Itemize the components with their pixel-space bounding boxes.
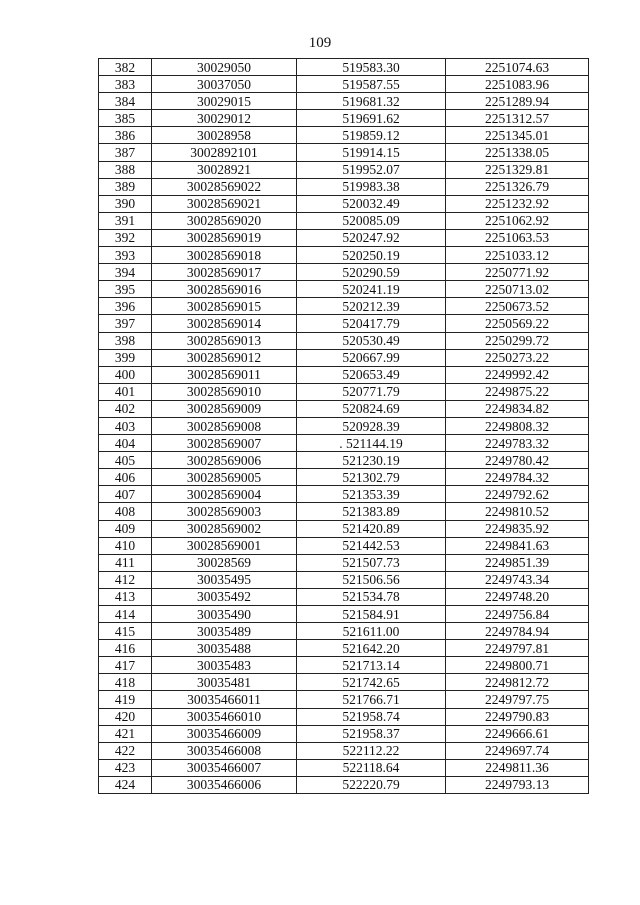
row-number-cell: 424	[99, 776, 152, 793]
row-number-cell: 405	[99, 452, 152, 469]
x-coordinate-cell: 520824.69	[297, 400, 446, 417]
row-number-cell: 396	[99, 298, 152, 315]
y-coordinate-cell: 2249756.84	[446, 606, 589, 623]
table-body	[99, 59, 589, 794]
point-id-cell: 30028569005	[152, 469, 297, 486]
table-row	[99, 435, 589, 452]
table-row	[99, 315, 589, 332]
x-coordinate-cell: 520212.39	[297, 298, 446, 315]
y-coordinate-cell: 2251074.63	[446, 59, 589, 76]
point-id-cell: 30028569014	[152, 315, 297, 332]
row-number-cell: 403	[99, 417, 152, 434]
y-coordinate-cell: 2249790.83	[446, 708, 589, 725]
y-coordinate-cell: 2251062.92	[446, 212, 589, 229]
table-row	[99, 691, 589, 708]
x-coordinate-cell: 522112.22	[297, 742, 446, 759]
table-row	[99, 400, 589, 417]
x-coordinate-cell: 521302.79	[297, 469, 446, 486]
x-coordinate-cell: 519952.07	[297, 161, 446, 178]
x-coordinate-cell: 521383.89	[297, 503, 446, 520]
row-number-cell: 418	[99, 674, 152, 691]
point-id-cell: 30035466011	[152, 691, 297, 708]
y-coordinate-cell: 2249784.32	[446, 469, 589, 486]
x-coordinate-cell: 520530.49	[297, 332, 446, 349]
row-number-cell: 404	[99, 435, 152, 452]
point-id-cell: 30035466008	[152, 742, 297, 759]
point-id-cell: 30035466006	[152, 776, 297, 793]
y-coordinate-cell: 2251083.96	[446, 76, 589, 93]
row-number-cell: 407	[99, 486, 152, 503]
table-row	[99, 776, 589, 793]
x-coordinate-cell: 521713.14	[297, 657, 446, 674]
x-coordinate-cell: 521506.56	[297, 571, 446, 588]
point-id-cell: 30028569019	[152, 229, 297, 246]
y-coordinate-cell: 2250569.22	[446, 315, 589, 332]
row-number-cell: 419	[99, 691, 152, 708]
x-coordinate-cell: 521442.53	[297, 537, 446, 554]
table-row	[99, 144, 589, 161]
point-id-cell: 30028569016	[152, 281, 297, 298]
table-row	[99, 486, 589, 503]
point-id-cell: 30028921	[152, 161, 297, 178]
row-number-cell: 417	[99, 657, 152, 674]
y-coordinate-cell: 2251312.57	[446, 110, 589, 127]
x-coordinate-cell: 521766.71	[297, 691, 446, 708]
point-id-cell: 30028569003	[152, 503, 297, 520]
point-id-cell: 30029050	[152, 59, 297, 76]
point-id-cell: 30035495	[152, 571, 297, 588]
table-row	[99, 742, 589, 759]
x-coordinate-cell: 520771.79	[297, 383, 446, 400]
point-id-cell: 30028958	[152, 127, 297, 144]
y-coordinate-cell: 2249808.32	[446, 417, 589, 434]
point-id-cell: 30028569001	[152, 537, 297, 554]
point-id-cell: 3002892101	[152, 144, 297, 161]
y-coordinate-cell: 2249793.13	[446, 776, 589, 793]
point-id-cell: 30029012	[152, 110, 297, 127]
table-row	[99, 332, 589, 349]
page-number: 109	[308, 35, 332, 51]
row-number-cell: 409	[99, 520, 152, 537]
row-number-cell: 402	[99, 400, 152, 417]
row-number-cell: 423	[99, 759, 152, 776]
row-number-cell: 400	[99, 366, 152, 383]
point-id-cell: 30035489	[152, 623, 297, 640]
row-number-cell: 408	[99, 503, 152, 520]
x-coordinate-cell: 519859.12	[297, 127, 446, 144]
row-number-cell: 384	[99, 93, 152, 110]
row-number-cell: 395	[99, 281, 152, 298]
y-coordinate-cell: 2249784.94	[446, 623, 589, 640]
point-id-cell: 30028569011	[152, 366, 297, 383]
x-coordinate-cell: 521534.78	[297, 588, 446, 605]
y-coordinate-cell: 2249780.42	[446, 452, 589, 469]
table-row	[99, 759, 589, 776]
table-row	[99, 623, 589, 640]
row-number-cell: 420	[99, 708, 152, 725]
table-row	[99, 110, 589, 127]
x-coordinate-cell: 520085.09	[297, 212, 446, 229]
y-coordinate-cell: 2250299.72	[446, 332, 589, 349]
row-number-cell: 389	[99, 178, 152, 195]
y-coordinate-cell: 2249851.39	[446, 554, 589, 571]
point-id-cell: 30028569012	[152, 349, 297, 366]
y-coordinate-cell: 2249783.32	[446, 435, 589, 452]
row-number-cell: 385	[99, 110, 152, 127]
x-coordinate-cell: 521230.19	[297, 452, 446, 469]
x-coordinate-cell: 519681.32	[297, 93, 446, 110]
point-id-cell: 30035488	[152, 640, 297, 657]
y-coordinate-cell: 2251338.05	[446, 144, 589, 161]
row-number-cell: 406	[99, 469, 152, 486]
point-id-cell: 30037050	[152, 76, 297, 93]
table-row	[99, 725, 589, 742]
y-coordinate-cell: 2250713.02	[446, 281, 589, 298]
table-row	[99, 554, 589, 571]
y-coordinate-cell: 2249697.74	[446, 742, 589, 759]
table-row	[99, 349, 589, 366]
table-row	[99, 537, 589, 554]
table-row	[99, 161, 589, 178]
y-coordinate-cell: 2250673.52	[446, 298, 589, 315]
point-id-cell: 30028569009	[152, 400, 297, 417]
table-row	[99, 195, 589, 212]
x-coordinate-cell: 521353.39	[297, 486, 446, 503]
y-coordinate-cell: 2249834.82	[446, 400, 589, 417]
point-id-cell: 30028569020	[152, 212, 297, 229]
point-id-cell: 30028569021	[152, 195, 297, 212]
point-id-cell: 30028569006	[152, 452, 297, 469]
table-row	[99, 674, 589, 691]
x-coordinate-cell: 520241.19	[297, 281, 446, 298]
row-number-cell: 412	[99, 571, 152, 588]
y-coordinate-cell: 2249797.75	[446, 691, 589, 708]
point-id-cell: 30028569013	[152, 332, 297, 349]
table-row	[99, 212, 589, 229]
table-row	[99, 520, 589, 537]
row-number-cell: 393	[99, 247, 152, 264]
table-row	[99, 127, 589, 144]
table-row	[99, 298, 589, 315]
x-coordinate-cell: 520928.39	[297, 417, 446, 434]
y-coordinate-cell: 2249992.42	[446, 366, 589, 383]
x-coordinate-cell: 522118.64	[297, 759, 446, 776]
point-id-cell: 30028569015	[152, 298, 297, 315]
row-number-cell: 388	[99, 161, 152, 178]
row-number-cell: 399	[99, 349, 152, 366]
y-coordinate-cell: 2249812.72	[446, 674, 589, 691]
table-row	[99, 366, 589, 383]
table-row	[99, 59, 589, 76]
table-row	[99, 657, 589, 674]
point-id-cell: 30028569018	[152, 247, 297, 264]
table-row	[99, 229, 589, 246]
row-number-cell: 391	[99, 212, 152, 229]
row-number-cell: 421	[99, 725, 152, 742]
y-coordinate-cell: 2251345.01	[446, 127, 589, 144]
x-coordinate-cell: . 521144.19	[297, 435, 446, 452]
y-coordinate-cell: 2249875.22	[446, 383, 589, 400]
y-coordinate-cell: 2251329.81	[446, 161, 589, 178]
point-id-cell: 30028569022	[152, 178, 297, 195]
table-row	[99, 503, 589, 520]
x-coordinate-cell: 521584.91	[297, 606, 446, 623]
point-id-cell: 30035483	[152, 657, 297, 674]
x-coordinate-cell: 519583.30	[297, 59, 446, 76]
x-coordinate-cell: 520032.49	[297, 195, 446, 212]
point-id-cell: 30035481	[152, 674, 297, 691]
table-row	[99, 178, 589, 195]
row-number-cell: 383	[99, 76, 152, 93]
table-row	[99, 640, 589, 657]
table-row	[99, 452, 589, 469]
row-number-cell: 390	[99, 195, 152, 212]
x-coordinate-cell: 520667.99	[297, 349, 446, 366]
x-coordinate-cell: 520290.59	[297, 264, 446, 281]
row-number-cell: 416	[99, 640, 152, 657]
y-coordinate-cell: 2249800.71	[446, 657, 589, 674]
point-id-cell: 30028569017	[152, 264, 297, 281]
table-row	[99, 93, 589, 110]
table-row	[99, 708, 589, 725]
y-coordinate-cell: 2249748.20	[446, 588, 589, 605]
x-coordinate-cell: 521742.65	[297, 674, 446, 691]
x-coordinate-cell: 520250.19	[297, 247, 446, 264]
y-coordinate-cell: 2249811.36	[446, 759, 589, 776]
point-id-cell: 30035490	[152, 606, 297, 623]
x-coordinate-cell: 521507.73	[297, 554, 446, 571]
table-row	[99, 417, 589, 434]
x-coordinate-cell: 520653.49	[297, 366, 446, 383]
table-row	[99, 281, 589, 298]
y-coordinate-cell: 2251063.53	[446, 229, 589, 246]
x-coordinate-cell: 519914.15	[297, 144, 446, 161]
table-row	[99, 588, 589, 605]
row-number-cell: 415	[99, 623, 152, 640]
row-number-cell: 386	[99, 127, 152, 144]
table-row	[99, 469, 589, 486]
point-id-cell: 30028569002	[152, 520, 297, 537]
row-number-cell: 413	[99, 588, 152, 605]
row-number-cell: 401	[99, 383, 152, 400]
x-coordinate-cell: 520417.79	[297, 315, 446, 332]
y-coordinate-cell: 2249810.52	[446, 503, 589, 520]
y-coordinate-cell: 2249743.34	[446, 571, 589, 588]
point-id-cell: 30028569010	[152, 383, 297, 400]
x-coordinate-cell: 521958.74	[297, 708, 446, 725]
x-coordinate-cell: 519983.38	[297, 178, 446, 195]
table-row	[99, 264, 589, 281]
x-coordinate-cell: 521642.20	[297, 640, 446, 657]
y-coordinate-cell: 2249835.92	[446, 520, 589, 537]
point-id-cell: 30035466007	[152, 759, 297, 776]
y-coordinate-cell: 2250273.22	[446, 349, 589, 366]
row-number-cell: 410	[99, 537, 152, 554]
table-row	[99, 571, 589, 588]
row-number-cell: 411	[99, 554, 152, 571]
table-row	[99, 247, 589, 264]
point-id-cell: 30029015	[152, 93, 297, 110]
y-coordinate-cell: 2251033.12	[446, 247, 589, 264]
x-coordinate-cell: 521611.00	[297, 623, 446, 640]
y-coordinate-cell: 2251289.94	[446, 93, 589, 110]
table-row	[99, 383, 589, 400]
y-coordinate-cell: 2251232.92	[446, 195, 589, 212]
table-row	[99, 606, 589, 623]
row-number-cell: 392	[99, 229, 152, 246]
x-coordinate-cell: 519587.55	[297, 76, 446, 93]
x-coordinate-cell: 521958.37	[297, 725, 446, 742]
row-number-cell: 382	[99, 59, 152, 76]
point-id-cell: 30035466009	[152, 725, 297, 742]
y-coordinate-cell: 2249841.63	[446, 537, 589, 554]
row-number-cell: 387	[99, 144, 152, 161]
row-number-cell: 414	[99, 606, 152, 623]
y-coordinate-cell: 2249666.61	[446, 725, 589, 742]
x-coordinate-cell: 522220.79	[297, 776, 446, 793]
x-coordinate-cell: 521420.89	[297, 520, 446, 537]
y-coordinate-cell: 2249797.81	[446, 640, 589, 657]
x-coordinate-cell: 519691.62	[297, 110, 446, 127]
point-id-cell: 30035492	[152, 588, 297, 605]
row-number-cell: 394	[99, 264, 152, 281]
point-id-cell: 30028569	[152, 554, 297, 571]
row-number-cell: 397	[99, 315, 152, 332]
x-coordinate-cell: 520247.92	[297, 229, 446, 246]
row-number-cell: 398	[99, 332, 152, 349]
table-row	[99, 76, 589, 93]
row-number-cell: 422	[99, 742, 152, 759]
point-id-cell: 30028569004	[152, 486, 297, 503]
y-coordinate-cell: 2250771.92	[446, 264, 589, 281]
point-id-cell: 30035466010	[152, 708, 297, 725]
y-coordinate-cell: 2251326.79	[446, 178, 589, 195]
coordinates-table	[98, 58, 589, 794]
y-coordinate-cell: 2249792.62	[446, 486, 589, 503]
point-id-cell: 30028569007	[152, 435, 297, 452]
point-id-cell: 30028569008	[152, 417, 297, 434]
